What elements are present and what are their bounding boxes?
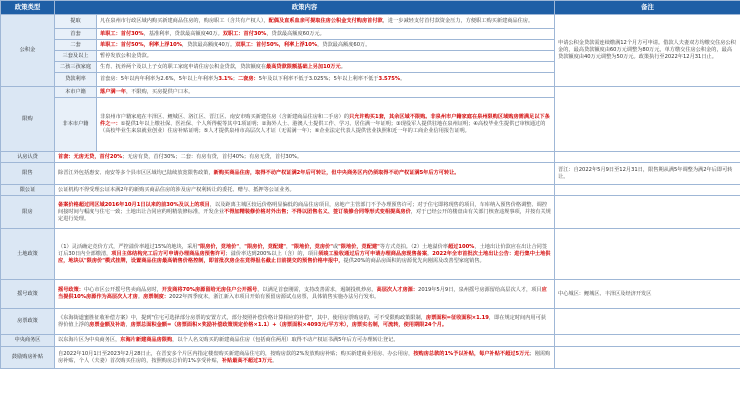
policy-text: 除晋江外包括惠安、南安等多个县市区区域均已陆续放宽限售政策， <box>58 170 214 176</box>
policy-text: ①提供1年以上缴社保、医社保、个人所得税等其中1项证明；②海外人士、港澳人士提供工作、学习、居住满一年证明；③现役军人提供驻地在泉州证明；④高校毕业生提供已审核通过的（高校毕业生来泉就业创业）住房补贴证明；⑤人才提供泉州市高层次人才证（无需满一年）；⑥企业法定代表人提供营业执照和近一年的工商企业信用报告证明。 <box>100 121 546 134</box>
policy-text: 非泉州市户籍家庭在丰泽区、鲤城区、洛江区、晋江区、南安市购买新建住房（含新建商品住房和二手房）的 <box>100 114 350 120</box>
table-row <box>1 229 740 280</box>
row-category: 限房 <box>1 196 55 229</box>
highlight-text: 单职工：首付30% <box>100 30 144 37</box>
highlight-text: "限地价，竞配建" <box>338 243 380 250</box>
policy-text: ，土地出让价款应在出让合同签订后30日内全部缴清， <box>58 243 548 257</box>
table-row <box>1 196 740 229</box>
policy-text: 。 <box>400 76 406 82</box>
policy-text: 提供20%的商品房面积的房源优先向刚需及改善型家庭销售。 <box>343 257 485 264</box>
table-row <box>1 163 740 185</box>
policy-content <box>55 152 555 163</box>
policy-text: 中心市区公开摇号售卖商品房时， <box>83 287 162 293</box>
policy-text: 2019年5月9日，泉州摇号房源留给高层次人才，项目 <box>418 287 542 293</box>
policy-text: ，贷款最高额度60万元。 <box>266 30 325 37</box>
policy-text: ；无房有贷，首付30%；二套：有房有贷，首付40%；有房无贷，首付30%。 <box>122 153 303 160</box>
remark-text: 中心城区：鲤城区、丰泽区及经济开发区 <box>555 280 740 309</box>
policy-content <box>97 51 555 62</box>
policy-text: 或 <box>332 243 339 250</box>
policy-text: 。 <box>340 63 346 70</box>
row-category: 鼓励购房补贴 <box>1 347 55 369</box>
highlight-text: 房票制度： <box>143 294 170 300</box>
policy-text: ， <box>285 243 292 250</box>
highlight-text: "限地价，竞房价" <box>291 243 333 250</box>
highlight-text: 项目主体结构完工后方可申请办理商品房预售许可 <box>111 250 226 257</box>
remark-text <box>555 335 740 347</box>
highlight-text: 落户满一年 <box>100 88 126 95</box>
policy-content <box>97 62 555 73</box>
remark-text <box>555 196 740 229</box>
highlight-text: 摇号政策： <box>58 287 84 293</box>
policy-content <box>55 185 555 196</box>
policy-content <box>97 15 555 29</box>
table-row <box>1 87 740 98</box>
highlight-text: 应当提供10%房源作为高层次人才房 <box>58 287 547 300</box>
row-category: 房票政策 <box>1 309 55 335</box>
policy-content <box>97 73 555 87</box>
policy-text: 2022年四季度末，浙江新入市项目开始有预留房源试点房票，具体销售实施办法另行发布。 <box>169 294 380 300</box>
policy-text: 以东海片区为中央商务区， <box>58 337 121 343</box>
highlight-text: "限房价，竞配建" <box>244 243 286 250</box>
policy-text: 《东海街道蜜胜征收补偿方案》中，提到"住宅可选择部分房票的安置方式，部分按照补偿价格计算相应的补偿"，其中，使用房票购房的，可不受限购政策限制， <box>58 314 426 321</box>
highlight-text: 须竣工验收通过后方可申请办理商品房现售备案 <box>318 250 428 257</box>
policy-text: 。 <box>272 357 278 364</box>
policy-text: ，进一步减轻支付首付款资金压力，方便职工购买新建商品住房。 <box>382 18 534 24</box>
row-category: 土地政策 <box>1 229 55 280</box>
policy-content <box>97 87 555 98</box>
policy-text: 自2022年10月1日至2023年2月28日止，在晋安多个片区内指定楼盘购买新建商品住宅的，按购房款的2%发放购房补贴；购买新建商业用房、办公用房， <box>58 350 414 357</box>
row-category: 限公证 <box>1 185 55 196</box>
policy-text: 公证机构不得受理公证本满2年的新购买商品住房的涉及房产权利转让的委托、赠与、抵押等公证业务。 <box>58 186 295 193</box>
highlight-text: 高层次人才房源： <box>376 287 419 293</box>
policy-content <box>55 347 555 369</box>
policy-text: ， <box>239 243 245 250</box>
highlight-text: 房票总面积金额=（房票面积×奖励补偿政策规定价格×1.1）+（房票面积×4093元/平方米），房票实名制，可流转，使用期限24个月。 <box>130 321 448 328</box>
policy-text: 。 <box>427 250 433 257</box>
table-row <box>1 152 740 163</box>
highlight-text: 备案价格超过同区域2016年10月1日以来的前30%及以上的项目 <box>58 201 210 208</box>
remark-text <box>555 229 740 280</box>
table-row <box>1 347 740 369</box>
highlight-text: 2022年全市首批次土地出让公告：进行集中土地供应，地块以"限房价"模式挂牌，设置商品住房最高销售价格控制，即首批次房企在竞得报名截止日前提交的预售价格申报中， <box>58 250 551 264</box>
policy-text: ，以个人名义购买的新建商品住房（包括商住两用）取得不动产权证书满5年后方可办理转让登记。 <box>172 337 399 343</box>
policy-text: 首套房：5年以内年利率为2.6%，5年以上年利率为 <box>100 76 219 82</box>
policy-text: 5年及以下利率不低于3.025%；5年以上利率不低于 <box>258 76 379 82</box>
row-subcategory: 提取 <box>55 15 97 29</box>
policy-text: ，以及距离主城区较远价格明显偏低的商品住房项目，房地产主管部门不予办理预售许可；对于住宅即将现售的项目，车库纳入预售价格调整、调控间接时间与幅度与住宅一致；土地出让合同应约明精装修标准，开发企业 <box>58 201 548 215</box>
policy-content <box>97 98 555 152</box>
row-subcategory: 非本市户籍 <box>55 98 97 152</box>
policy-text: ，以满足首套刚需，支持改善需求，遏制投机炒房。 <box>257 287 377 293</box>
remark-text <box>555 347 740 369</box>
table-row <box>1 335 740 347</box>
policy-content <box>55 163 555 185</box>
policy-text: ， <box>125 321 131 328</box>
highlight-text: 只允许购买1套，其余区域不限购。 <box>349 114 431 120</box>
remark-text <box>555 87 740 152</box>
highlight-text: 非泉州市户籍家庭在泉州限购区域购房需满足以下条件之一： <box>100 114 550 127</box>
policy-text: ；刚需购房补贴，个人（夫妻）首次购买住房的，按照购房总价的1%享受补贴， <box>58 350 551 364</box>
remark-text <box>555 152 740 163</box>
row-category: 认房认贷 <box>1 152 55 163</box>
row-category: 中央商务区 <box>1 335 55 347</box>
highlight-text: 配偶及直系血亲可提取住房公积金支付购房首付款 <box>268 18 383 24</box>
row-category: 限售 <box>1 163 55 185</box>
policy-text: （1）灵活确定竞价方式，严控溢价率超过15%的地块，采用 <box>58 243 198 250</box>
policy-text: 。 <box>137 294 144 300</box>
remark-text: 申请公积金贷款需连续缴满12个月方可申请。借款人夫妻双方均缴交住房公积金的，最高贷款额度由60万元调整为80万元，单方缴交住房公积金的，最高贷款额度由40万元调整为50万元。政策执行至2022年12月31日止。 <box>555 15 740 87</box>
policy-content <box>97 29 555 40</box>
highlight-text: 首套：无房无贷，首付20% <box>58 153 123 160</box>
highlight-text: 不得加精装修价格对外出售；不得以团售名义、签订装修合同等形式变相提高房价 <box>224 208 411 215</box>
highlight-text: 东海片新建商品房限购 <box>120 337 173 343</box>
row-category: 摇号政策 <box>1 280 55 309</box>
highlight-text: 开发商将70%房源留给无房住户公开摇号 <box>161 287 258 293</box>
policy-table-body <box>1 15 740 369</box>
policy-content <box>55 229 555 280</box>
row-subcategory: 贷款利率 <box>55 73 97 87</box>
row-category: 限购 <box>1 87 55 152</box>
highlight-text: 补贴最高不超过3万元 <box>221 357 273 364</box>
highlight-text: 房票金额及补助 <box>89 321 126 328</box>
header-policy-type: 政策类型 <box>1 1 55 15</box>
policy-text: ，贷款最高额度60万。 <box>317 41 371 48</box>
highlight-text: 新购买商品住房，取得不动产权证满2年后可转让，但中央商务区内仍须取得不动产权证满5年后方可转让。 <box>213 170 460 176</box>
policy-text: 凡在泉州市行政区域内购买新建商品住房的，购房职工（含共有产权人）， <box>100 18 269 24</box>
row-subcategory: 二孩三孩家庭 <box>55 62 97 73</box>
policy-text: ，贷款最高额度40万。 <box>181 41 236 48</box>
remark-text <box>555 185 740 196</box>
table-row <box>1 15 740 29</box>
highlight-text: 超过100% <box>447 243 475 250</box>
row-subcategory: 二套 <box>55 40 97 51</box>
policy-text: ，不限购，买房提供户口本。 <box>125 88 194 95</box>
policy-text: ；溢价率达到200%以上（含）的，项目 <box>225 250 319 257</box>
highlight-text: "限房价，竞地价" <box>197 243 240 250</box>
policy-content <box>55 196 555 229</box>
policy-text: ，对于已经公开的楼盘由有关部门核查违规事项，并按有关规定进行处理。 <box>58 208 551 222</box>
policy-text: 生育、抚养两个及以上子女的职工家庭申请住房公积金贷款，贷款额度在 <box>100 63 267 70</box>
policy-content <box>55 335 555 347</box>
row-category: 公积金 <box>1 15 55 87</box>
remark-text: 晋江：自2022年5月9日至12月31日，限售期从满5年调整为满2年后即可转让。 <box>555 163 740 185</box>
header-policy-content: 政策内容 <box>55 1 555 15</box>
policy-content <box>55 280 555 309</box>
policy-text: ； <box>232 76 238 82</box>
highlight-text: 按购房总款的1%予以补贴，每户补贴不超过5万元 <box>413 350 530 357</box>
highlight-text: 双职工：首付50%，利率上浮10% <box>235 41 318 48</box>
highlight-text: 最高贷款限额基础上另加10万元 <box>266 63 341 70</box>
remark-text <box>555 309 740 335</box>
row-subcategory: 本市户籍 <box>55 87 97 98</box>
highlight-text: 3.1% <box>218 76 233 82</box>
highlight-text: 房票面积=征收面积×1.19 <box>425 314 489 321</box>
policy-text: ，即在规定时间内用可获得价值上浮的 <box>58 314 546 328</box>
policy-content <box>97 40 555 51</box>
header-remarks: 备注 <box>555 1 740 15</box>
highlight-text: 二套房： <box>237 76 259 82</box>
table-row <box>1 309 740 335</box>
policy-text: 暂停发放公积金贷款。 <box>100 52 152 59</box>
highlight-text: 双职工：首付30% <box>222 30 267 37</box>
highlight-text: 3.575% <box>378 76 401 82</box>
table-row <box>1 185 740 196</box>
policy-text: 等方式竞拍。（2）土地溢价率 <box>379 243 448 250</box>
policy-text: ，基准利率，贷款最高额度40万。 <box>143 30 223 37</box>
policy-content <box>55 309 555 335</box>
highlight-text: 单职工：首付50%，利率上浮10% <box>100 41 182 48</box>
table-row <box>1 280 740 309</box>
row-subcategory: 三套及以上 <box>55 51 97 62</box>
row-subcategory: 首套 <box>55 29 97 40</box>
